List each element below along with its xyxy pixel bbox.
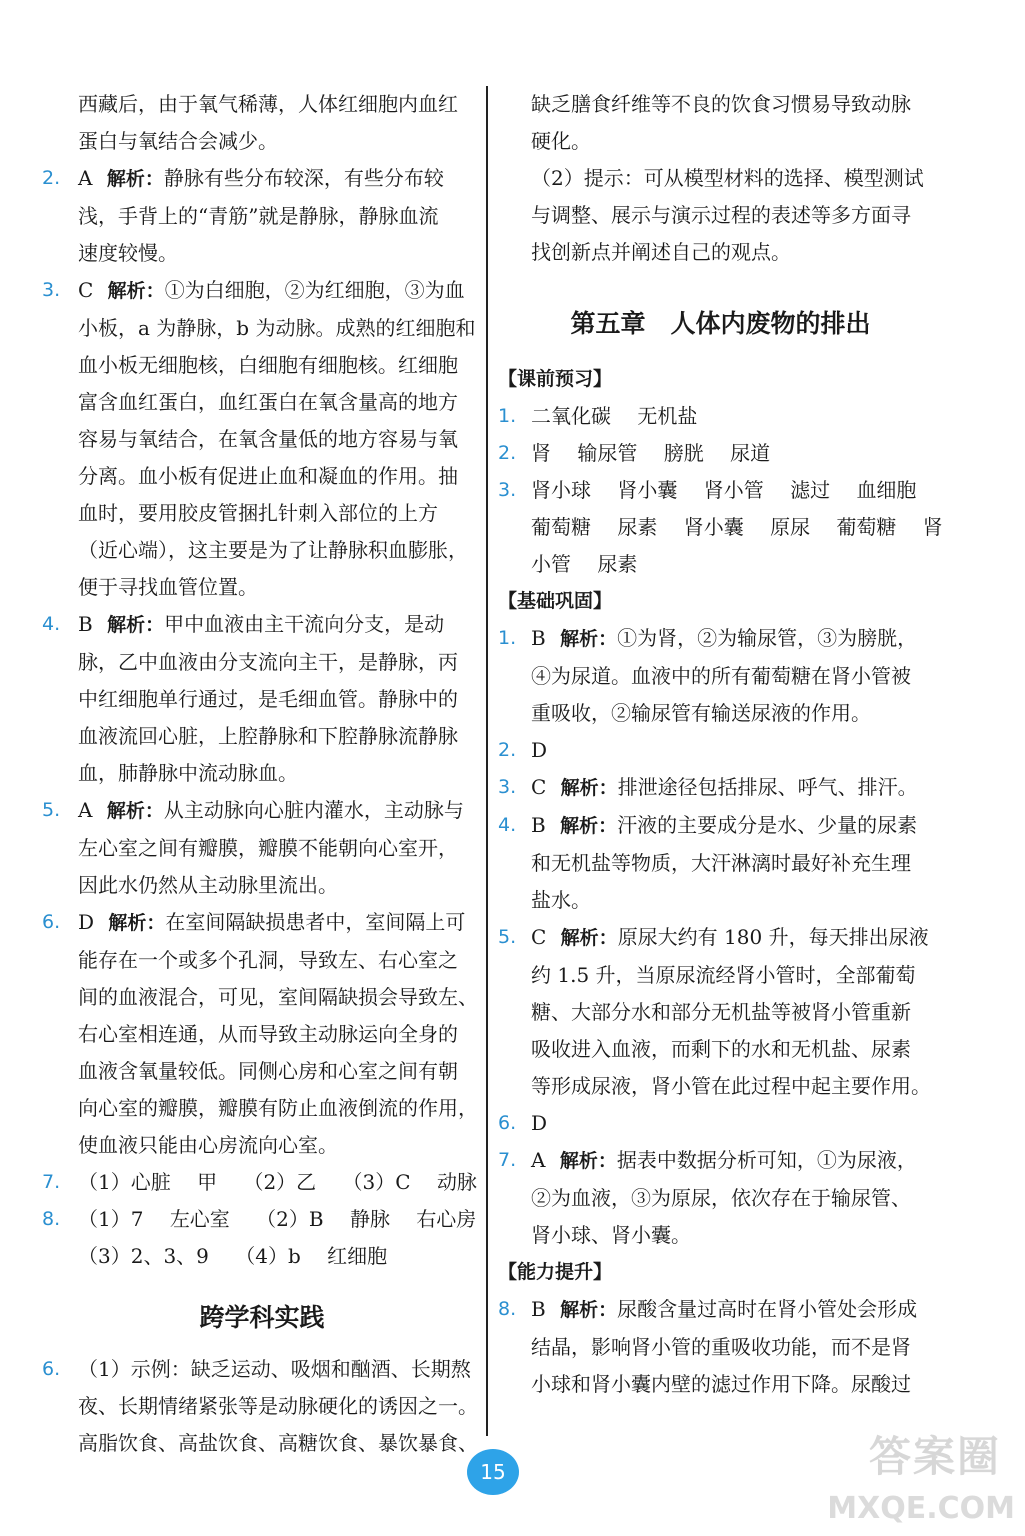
text-line: 在室间隔缺损患者中，室间隔上可	[165, 910, 466, 934]
text-line: 糖、大部分水和部分无机盐等被肾小管重新	[531, 1000, 911, 1024]
answer-token: 右心房	[416, 1207, 477, 1231]
text-line: 西藏后，由于氧气稀薄，人体红细胞内血红	[78, 92, 458, 116]
answer-token: 输尿管	[577, 441, 638, 465]
item-number: 1.	[498, 627, 517, 649]
item-number: 5.	[498, 926, 517, 948]
text-line: 小板，a 为静脉，b 为动脉。成熟的红细胞和	[78, 316, 476, 340]
text-line: 高脂饮食、高盐饮食、高糖饮食、暴饮暴食、	[78, 1431, 478, 1455]
answer-choice: B	[78, 612, 93, 636]
watermark-text: 答案圈	[868, 1432, 1001, 1481]
answer-token: 血细胞	[856, 478, 917, 502]
text-line: 缺乏膳食纤维等不良的饮食习惯易导致动脉	[531, 92, 911, 116]
text-line: 与调整、展示与演示过程的表述等多方面寻	[531, 203, 911, 227]
answer-item-4	[42, 606, 482, 792]
answer-token: 尿道	[730, 441, 771, 465]
analysis-label: 解析：	[559, 1150, 617, 1172]
analysis-label: 解析：	[560, 777, 618, 799]
text-line: 和无机盐等物质，大汗淋漓时最好补充生理	[531, 851, 911, 875]
answer-choice: A	[531, 1148, 546, 1172]
watermark-logo	[829, 1420, 1019, 1530]
item-number: 2.	[498, 739, 517, 761]
answer-token: 二氧化碳	[531, 404, 611, 428]
answer-token: （2）乙	[243, 1170, 317, 1194]
analysis-label: 解析：	[106, 168, 164, 190]
answer-token: （1）心脏	[78, 1170, 171, 1194]
answer-token: 甲	[197, 1170, 218, 1194]
answer-token: 无机盐	[637, 404, 698, 428]
answer-token: 葡萄糖	[531, 515, 591, 539]
item-number: 3.	[498, 479, 517, 501]
text-line: 找创新点并阐述自己的观点。	[531, 240, 791, 264]
basic-item-2	[498, 732, 943, 769]
analysis-label: 解析：	[107, 280, 165, 302]
analysis-label: 解析：	[560, 628, 618, 650]
item-number: 4.	[498, 814, 517, 836]
basic-item-6	[498, 1105, 943, 1142]
section-preview-heading: 【课前预习】	[498, 368, 613, 390]
text-line: 肾小球、肾小囊。	[531, 1223, 691, 1247]
analysis-label: 解析：	[560, 1299, 618, 1321]
answer-token: （1）7	[78, 1207, 144, 1231]
column-divider	[486, 86, 488, 1436]
answer-token: 滤过	[790, 478, 831, 502]
answer-token: 动脉	[436, 1170, 477, 1194]
left-column	[42, 86, 482, 1462]
answer-token: 尿素	[617, 515, 658, 539]
page-number-badge: 15	[467, 1449, 519, 1495]
basic-item-1	[498, 620, 943, 732]
item-number: 7.	[42, 1171, 61, 1193]
answer-token: 红细胞	[327, 1244, 388, 1268]
item-number: 8.	[498, 1298, 517, 1320]
text-line: （2）提示：可从模型材料的选择、模型测试	[531, 166, 924, 190]
text-line: 汗液的主要成分是水、少量的尿素	[617, 813, 918, 837]
practice-section-title: 跨学科实践	[199, 1303, 325, 1332]
preview-item-3	[498, 472, 943, 583]
text-line: 因此水仍然从主动脉里流出。	[78, 873, 338, 897]
answer-token: 膀胱	[663, 441, 704, 465]
chapter-title: 第五章 人体内废物的排出	[570, 309, 871, 338]
text-line: 分离。血小板有促进止血和凝血的作用。抽	[78, 464, 458, 488]
answer-item-7	[42, 1164, 482, 1201]
basic-item-7	[498, 1142, 943, 1254]
answer-item-3	[42, 272, 482, 606]
analysis-label: 解析：	[107, 614, 165, 636]
item-number: 8.	[42, 1208, 61, 1230]
text-line: 约 1.5 升，当原尿流经肾小管时，全部葡萄	[531, 963, 916, 987]
answer-token: （3）C	[342, 1170, 411, 1194]
answer-token: （3）2、3、9	[78, 1244, 209, 1268]
item-number: 3.	[498, 776, 517, 798]
answer-item-5	[42, 792, 482, 904]
answer-token: 葡萄糖	[836, 515, 897, 539]
practice-item-6	[42, 1351, 482, 1462]
basic-item-4	[498, 807, 943, 919]
text-line: 脉，乙中血液由分支流向主干，是静脉，丙	[78, 650, 458, 674]
answer-choice: B	[531, 626, 546, 650]
analysis-label: 解析：	[560, 815, 618, 837]
text-line: 左心室之间有瓣膜，瓣膜不能朝向心室开，	[78, 836, 458, 860]
text-line: 重吸收，②输尿管有输送尿液的作用。	[531, 701, 871, 725]
text-line: 便于寻找血管位置。	[78, 575, 258, 599]
answer-token: 肾	[922, 515, 943, 539]
right-column	[498, 86, 943, 1403]
text-line: ①为肾，②为输尿管，③为膀胱，	[617, 626, 918, 650]
answer-token: 原尿	[770, 515, 811, 539]
practice-part-2	[498, 160, 943, 271]
answer-token: 肾小囊	[617, 478, 678, 502]
text-line: 据表中数据分析可知，①为尿液，	[616, 1148, 917, 1172]
analysis-label: 解析：	[108, 912, 166, 934]
item-number: 5.	[42, 799, 61, 821]
answer-choice: D	[531, 1111, 548, 1135]
answer-token: （2）B	[256, 1207, 324, 1231]
text-line: 尿酸含量过高时在肾小管处会形成	[617, 1297, 918, 1321]
text-line: 能存在一个或多个孔洞，导致左、右心室之	[78, 948, 458, 972]
basic-item-3	[498, 769, 943, 807]
item-number: 3.	[42, 279, 61, 301]
text-line: （1）示例：缺乏运动、吸烟和酗酒、长期熬	[78, 1357, 471, 1381]
answer-token: 小管	[531, 552, 571, 576]
basic-item-5	[498, 919, 943, 1105]
text-line: 甲中血液由主干流向分支，是动	[164, 612, 445, 636]
answer-choice: A	[78, 798, 93, 822]
text-line: ①为白细胞，②为红细胞，③为血	[164, 278, 465, 302]
text-line: 浅，手背上的“青筋”就是静脉，静脉血流	[78, 204, 439, 228]
text-line: 右心室相连通，从而导致主动脉运向全身的	[78, 1022, 458, 1046]
text-line: 排泄途径包括排尿、呼气、排汗。	[617, 775, 918, 799]
text-line: 结晶，影响肾小管的重吸收功能，而不是肾	[531, 1335, 911, 1359]
practice-continuation	[498, 86, 943, 160]
text-line: 盐水。	[531, 888, 591, 912]
text-line: （近心端），这主要是为了让静脉积血膨胀，	[78, 538, 468, 562]
text-line: 使血液只能由心房流向心室。	[78, 1133, 338, 1157]
preview-item-1	[498, 398, 943, 435]
answer-item-8	[42, 1201, 482, 1275]
text-line: 蛋白与氧结合会减少。	[78, 129, 278, 153]
intro-paragraph	[42, 86, 482, 160]
text-line: 间的血液混合，可见，室间隔缺损会导致左、	[78, 985, 478, 1009]
text-line: 等形成尿液，肾小管在此过程中起主要作用。	[531, 1074, 931, 1098]
item-number: 6.	[498, 1112, 517, 1134]
section-basic-heading: 【基础巩固】	[498, 590, 613, 612]
text-line: 小球和肾小囊内壁的滤过作用下降。尿酸过	[531, 1372, 911, 1396]
text-line: 血液流回心脏，上腔静脉和下腔静脉流静脉	[78, 724, 458, 748]
answer-choice: C	[531, 925, 547, 949]
text-line: 容易与氧结合，在氧含量低的地方容易与氧	[78, 427, 458, 451]
answer-token: 肾小球	[531, 478, 591, 502]
answer-choice: D	[78, 910, 95, 934]
answer-choice: B	[531, 813, 546, 837]
item-number: 2.	[498, 442, 517, 464]
text-line: 原尿大约有 180 升，每天排出尿液	[617, 925, 929, 949]
answer-token: 左心室	[169, 1207, 230, 1231]
text-line: ②为血液，③为原尿，依次存在于输尿管、	[531, 1186, 911, 1210]
item-number: 7.	[498, 1149, 517, 1171]
answer-token: 肾小囊	[683, 515, 744, 539]
answer-token: 肾小管	[703, 478, 764, 502]
text-line: 静脉有些分布较深，有些分布较	[163, 166, 444, 190]
item-number: 1.	[498, 405, 517, 427]
text-line: 从主动脉向心脏内灌水，主动脉与	[163, 798, 464, 822]
text-line: 向心室的瓣膜，瓣膜有防止血液倒流的作用，	[78, 1096, 478, 1120]
preview-item-2	[498, 435, 943, 472]
answer-choice: C	[531, 775, 547, 799]
answer-token: 静脉	[349, 1207, 390, 1231]
answer-choice: B	[531, 1297, 546, 1321]
item-number: 4.	[42, 613, 61, 635]
answer-item-6	[42, 904, 482, 1164]
answer-token: 尿素	[597, 552, 638, 576]
text-line: 夜、长期情绪紧张等是动脉硬化的诱因之一。	[78, 1394, 478, 1418]
text-line: ④为尿道。血液中的所有葡萄糖在肾小管被	[531, 664, 911, 688]
analysis-label: 解析：	[560, 927, 618, 949]
ability-item-8	[498, 1291, 943, 1403]
item-number: 6.	[42, 1358, 61, 1380]
text-line: 速度较慢。	[78, 241, 178, 265]
answer-choice: D	[531, 738, 548, 762]
text-line: 血，肺静脉中流动脉血。	[78, 761, 298, 785]
answer-item-2	[42, 160, 482, 272]
item-number: 2.	[42, 167, 61, 189]
analysis-label: 解析：	[106, 800, 164, 822]
section-ability-heading: 【能力提升】	[498, 1261, 613, 1283]
answer-choice: A	[78, 166, 93, 190]
text-line: 血小板无细胞核，白细胞有细胞核。红细胞	[78, 353, 458, 377]
text-line: 血液含氧量较低。同侧心房和心室之间有朝	[78, 1059, 458, 1083]
text-line: 硬化。	[531, 129, 591, 153]
text-line: 血时，要用胶皮管捆扎针刺入部位的上方	[78, 501, 438, 525]
answer-token: （4）b	[235, 1244, 301, 1268]
item-number: 6.	[42, 911, 61, 933]
text-line: 中红细胞单行通过，是毛细血管。静脉中的	[78, 687, 458, 711]
answer-token: 肾	[531, 441, 551, 465]
text-line: 吸收进入血液，而剩下的水和无机盐、尿素	[531, 1037, 911, 1061]
watermark-url: MXQE.COM	[827, 1491, 1015, 1526]
text-line: 富含血红蛋白，血红蛋白在氧含量高的地方	[78, 390, 458, 414]
answer-choice: C	[78, 278, 94, 302]
